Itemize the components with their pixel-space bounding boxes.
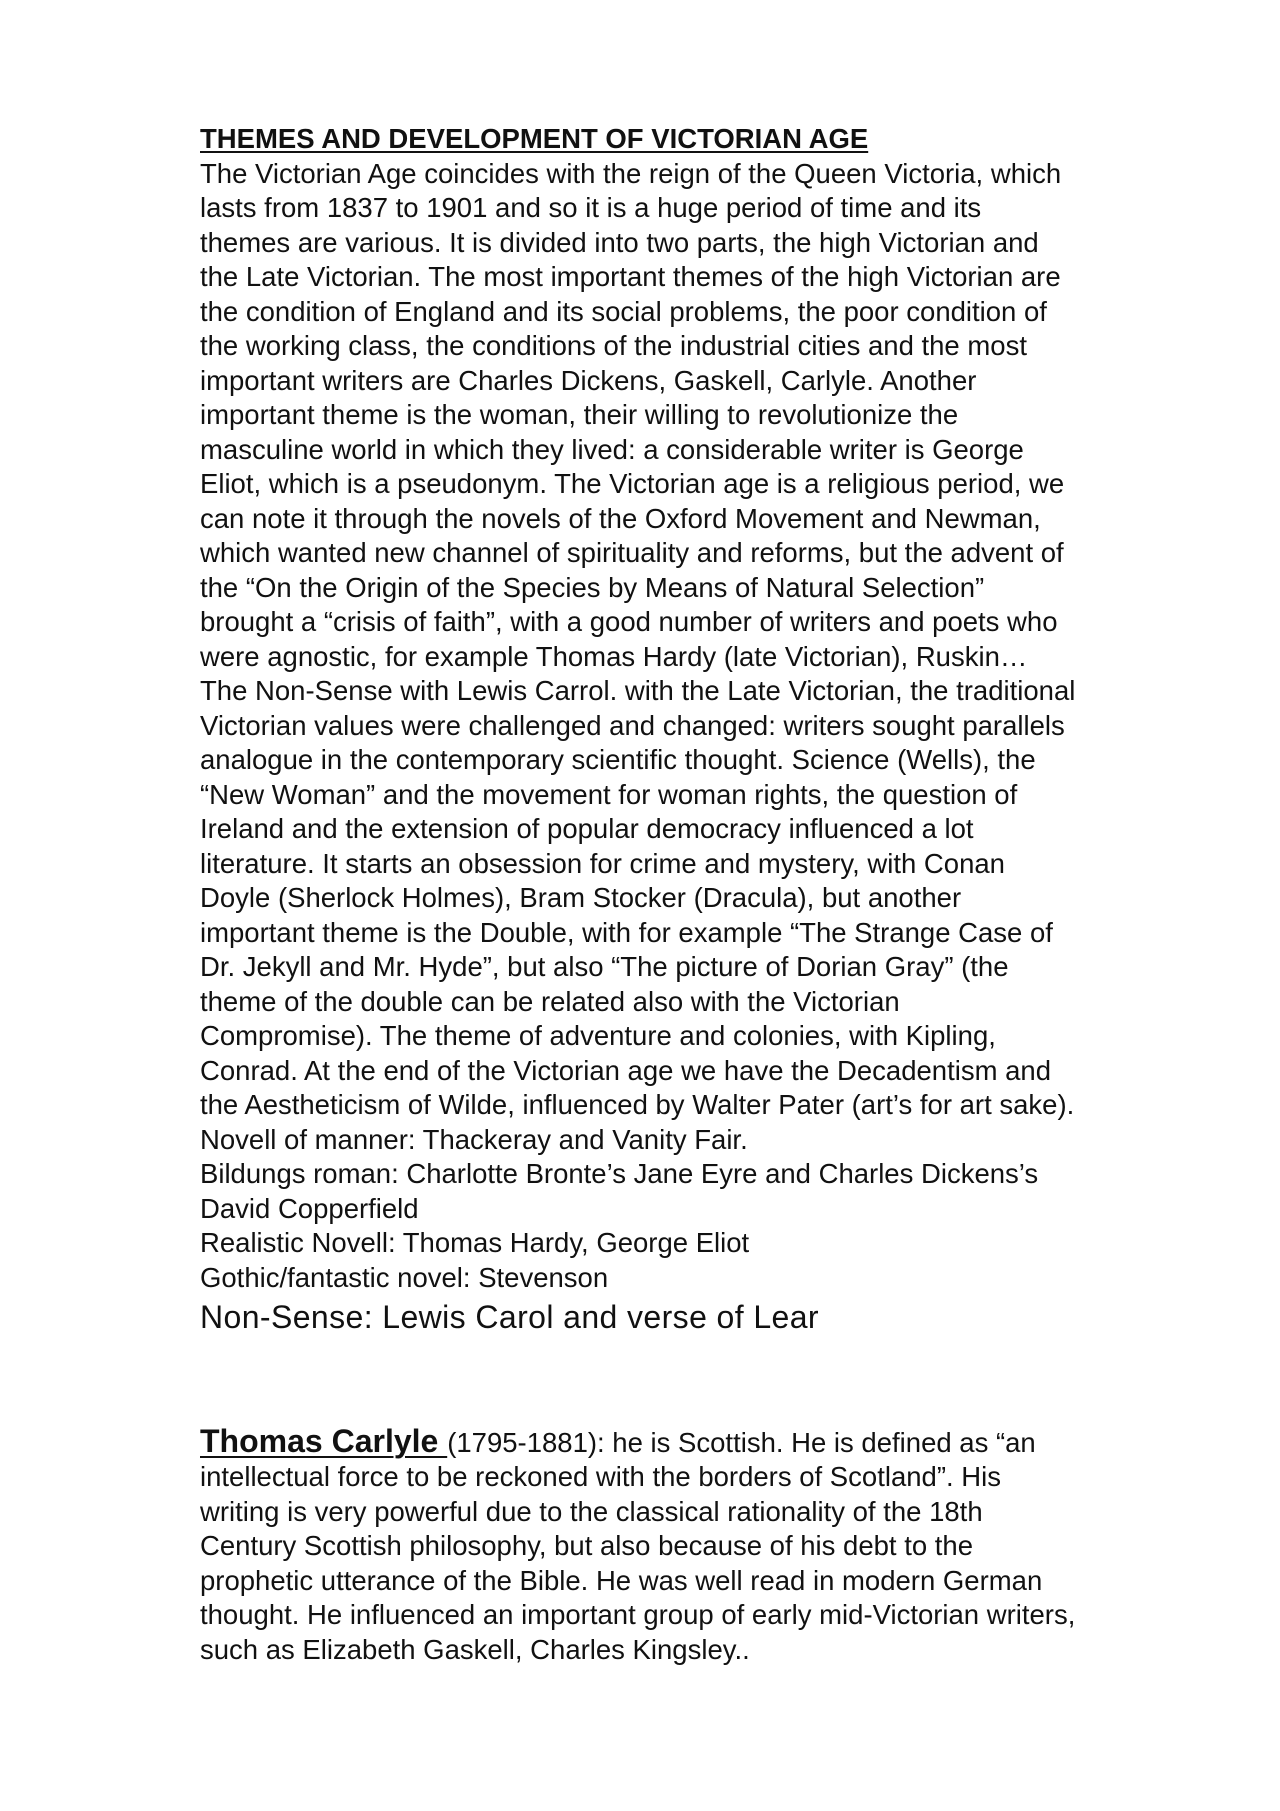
text-line: the “On the Origin of the Species by Means of Natural Selection”	[200, 571, 985, 603]
carlyle-body	[200, 1460, 1175, 1667]
text-line: intellectual force to be reckoned with the borders of Scotland”. His	[200, 1461, 1001, 1492]
text-line: lasts from 1837 to 1901 and so it is a huge period of time and its	[200, 192, 982, 223]
text-line: the Aestheticism of Wilde, influenced by Walter Pater (art’s for art sake).	[200, 1089, 1075, 1120]
text-line: the condition of England and its social problems, the poor condition of	[200, 295, 1047, 327]
text-line: analogue in the contemporary scientific thought. Science (Wells), the	[200, 744, 1036, 775]
text-line: Compromise). The theme of adventure and colonies, with Kipling,	[200, 1020, 996, 1051]
victorian-age-section	[200, 122, 1175, 1337]
text-line: Century Scottish philosophy, but also because of his debt to the	[200, 1530, 974, 1561]
text-line: Victorian values were challenged and changed: writers sought parallels	[200, 709, 1065, 741]
section-closing-line: Non-Sense: Lewis Carol and verse of Lear	[200, 1299, 819, 1335]
text-line: David Copperfield	[200, 1192, 419, 1224]
carlyle-dates-text: (1795-1881): he is Scottish. He is defined as “an	[447, 1427, 1036, 1458]
text-line: Doyle (Sherlock Holmes), Bram Stocker (Dracula), but another	[200, 882, 962, 913]
text-line: Bildungs roman: Charlotte Bronte’s Jane Eyre and Charles Dickens’s	[200, 1158, 1039, 1189]
text-line: important theme is the Double, with for example “The Strange Case of	[200, 916, 1053, 948]
text-line: were agnostic, for example Thomas Hardy (late Victorian), Ruskin…	[200, 640, 1028, 672]
text-line: the Late Victorian. The most important themes of the high Victorian are	[200, 261, 1061, 292]
text-line: theme of the double can be related also with the Victorian	[200, 985, 900, 1017]
text-line: Dr. Jekyll and Mr. Hyde”, but also “The picture of Dorian Gray” (the	[200, 951, 1009, 982]
text-line: such as Elizabeth Gaskell, Charles Kingsley..	[200, 1633, 750, 1665]
text-line: writing is very powerful due to the classical rationality of the 18th	[200, 1495, 983, 1527]
carlyle-name-heading: Thomas Carlyle	[200, 1423, 448, 1459]
section-heading: THEMES AND DEVELOPMENT OF VICTORIAN AGE	[200, 123, 869, 154]
text-line: The Victorian Age coincides with the reign of the Queen Victoria, which	[200, 157, 1062, 189]
text-line: the working class, the conditions of the industrial cities and the most	[200, 330, 1027, 361]
carlyle-first-line	[200, 1422, 1175, 1460]
text-line: Novell of manner: Thackeray and Vanity Fair.	[200, 1123, 748, 1155]
section-body	[200, 157, 1175, 1296]
text-line: Eliot, which is a pseudonym. The Victorian age is a religious period, we	[200, 468, 1065, 499]
text-line: The Non-Sense with Lewis Carrol. with the Late Victorian, the traditional	[200, 675, 1076, 706]
text-line: literature. It starts an obsession for crime and mystery, with Conan	[200, 847, 1005, 879]
text-line: Realistic Novell: Thomas Hardy, George Eliot	[200, 1227, 750, 1258]
text-line: masculine world in which they lived: a considerable writer is George	[200, 433, 1024, 465]
text-line: Gothic/fantastic novel: Stevenson	[200, 1261, 609, 1293]
text-line: prophetic utterance of the Bible. He was well read in modern German	[200, 1564, 1043, 1596]
text-line: which wanted new channel of spirituality and reforms, but the advent of	[200, 537, 1064, 568]
carlyle-section	[200, 1422, 1175, 1667]
text-line: thought. He influenced an important group of early mid-Victorian writers,	[200, 1599, 1076, 1630]
text-line: brought a “crisis of faith”, with a good number of writers and poets who	[200, 606, 1058, 637]
text-line: important writers are Charles Dickens, Gaskell, Carlyle. Another	[200, 364, 977, 396]
text-line: important theme is the woman, their willing to revolutionize the	[200, 399, 959, 430]
text-line: “New Woman” and the movement for woman rights, the question of	[200, 778, 1018, 810]
text-line: Ireland and the extension of popular democracy influenced a lot	[200, 813, 974, 844]
text-line: Conrad. At the end of the Victorian age we have the Decadentism and	[200, 1054, 1052, 1086]
text-line: can note it through the novels of the Oxford Movement and Newman,	[200, 502, 1041, 534]
text-line: themes are various. It is divided into two parts, the high Victorian and	[200, 226, 1039, 258]
